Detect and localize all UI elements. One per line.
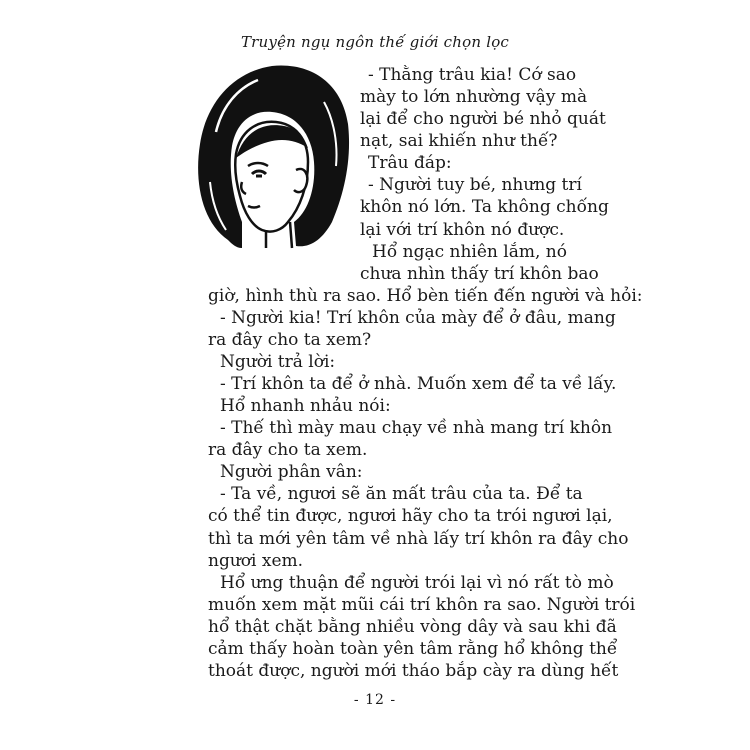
text-line-12: - Người kia! Trí khôn của mày để ở đâu, mang [220,308,616,328]
boy-portrait-illustration [192,62,352,250]
running-header: Truyện ngụ ngôn thế giới chọn lọc [240,33,510,51]
text-line-11: giờ, hình thù ra sao. Hổ bèn tiến đến người và hỏi: [208,286,643,306]
text-line-5: Trâu đáp: [368,153,452,173]
page-number: - 12 - [353,692,397,708]
text-line-16: Hổ nhanh nhảu nói: [220,396,391,416]
text-line-18: ra đây cho ta xem. [208,440,368,460]
text-line-22: thì ta mới yên tâm về nhà lấy trí khôn ra đây cho [208,529,629,549]
text-line-8: lại với trí khôn nó được. [360,220,565,240]
text-line-10: chưa nhìn thấy trí khôn bao [360,264,599,284]
text-line-2: mày to lớn nhường vậy mà [360,87,588,107]
text-line-20: - Ta về, ngươi sẽ ăn mất trâu của ta. Để ta [220,484,583,504]
text-line-13: ra đây cho ta xem? [208,330,372,350]
text-line-26: hổ thật chặt bằng nhiều vòng dây và sau khi đã [208,617,617,637]
text-line-1: - Thằng trâu kia! Cớ sao [368,65,577,85]
text-line-17: - Thế thì mày mau chạy về nhà mang trí khôn [220,418,613,438]
text-line-28: thoát được, người mới tháo bắp cày ra dùng hết [208,661,619,681]
text-line-27: cảm thấy hoàn toàn yên tâm rằng hổ không thể [208,639,618,659]
text-line-3: lại để cho người bé nhỏ quát [360,109,606,129]
text-line-23: ngươi xem. [208,551,304,571]
text-line-24: Hổ ưng thuận để người trói lại vì nó rất tò mò [220,573,614,593]
text-line-4: nạt, sai khiến như thế? [360,131,558,151]
text-line-25: muốn xem mặt mũi cái trí khôn ra sao. Người trói [208,595,636,615]
text-line-7: khôn nó lớn. Ta không chống [360,197,609,217]
text-line-14: Người trả lời: [220,352,336,372]
text-line-19: Người phân vân: [220,462,363,482]
text-line-15: - Trí khôn ta để ở nhà. Muốn xem để ta về lấy. [220,374,617,394]
text-line-21: có thể tin được, ngươi hãy cho ta trói ngươi lại, [208,506,613,526]
text-line-9: Hổ ngạc nhiên lắm, nó [372,242,567,262]
text-line-6: - Người tuy bé, nhưng trí [368,175,582,195]
